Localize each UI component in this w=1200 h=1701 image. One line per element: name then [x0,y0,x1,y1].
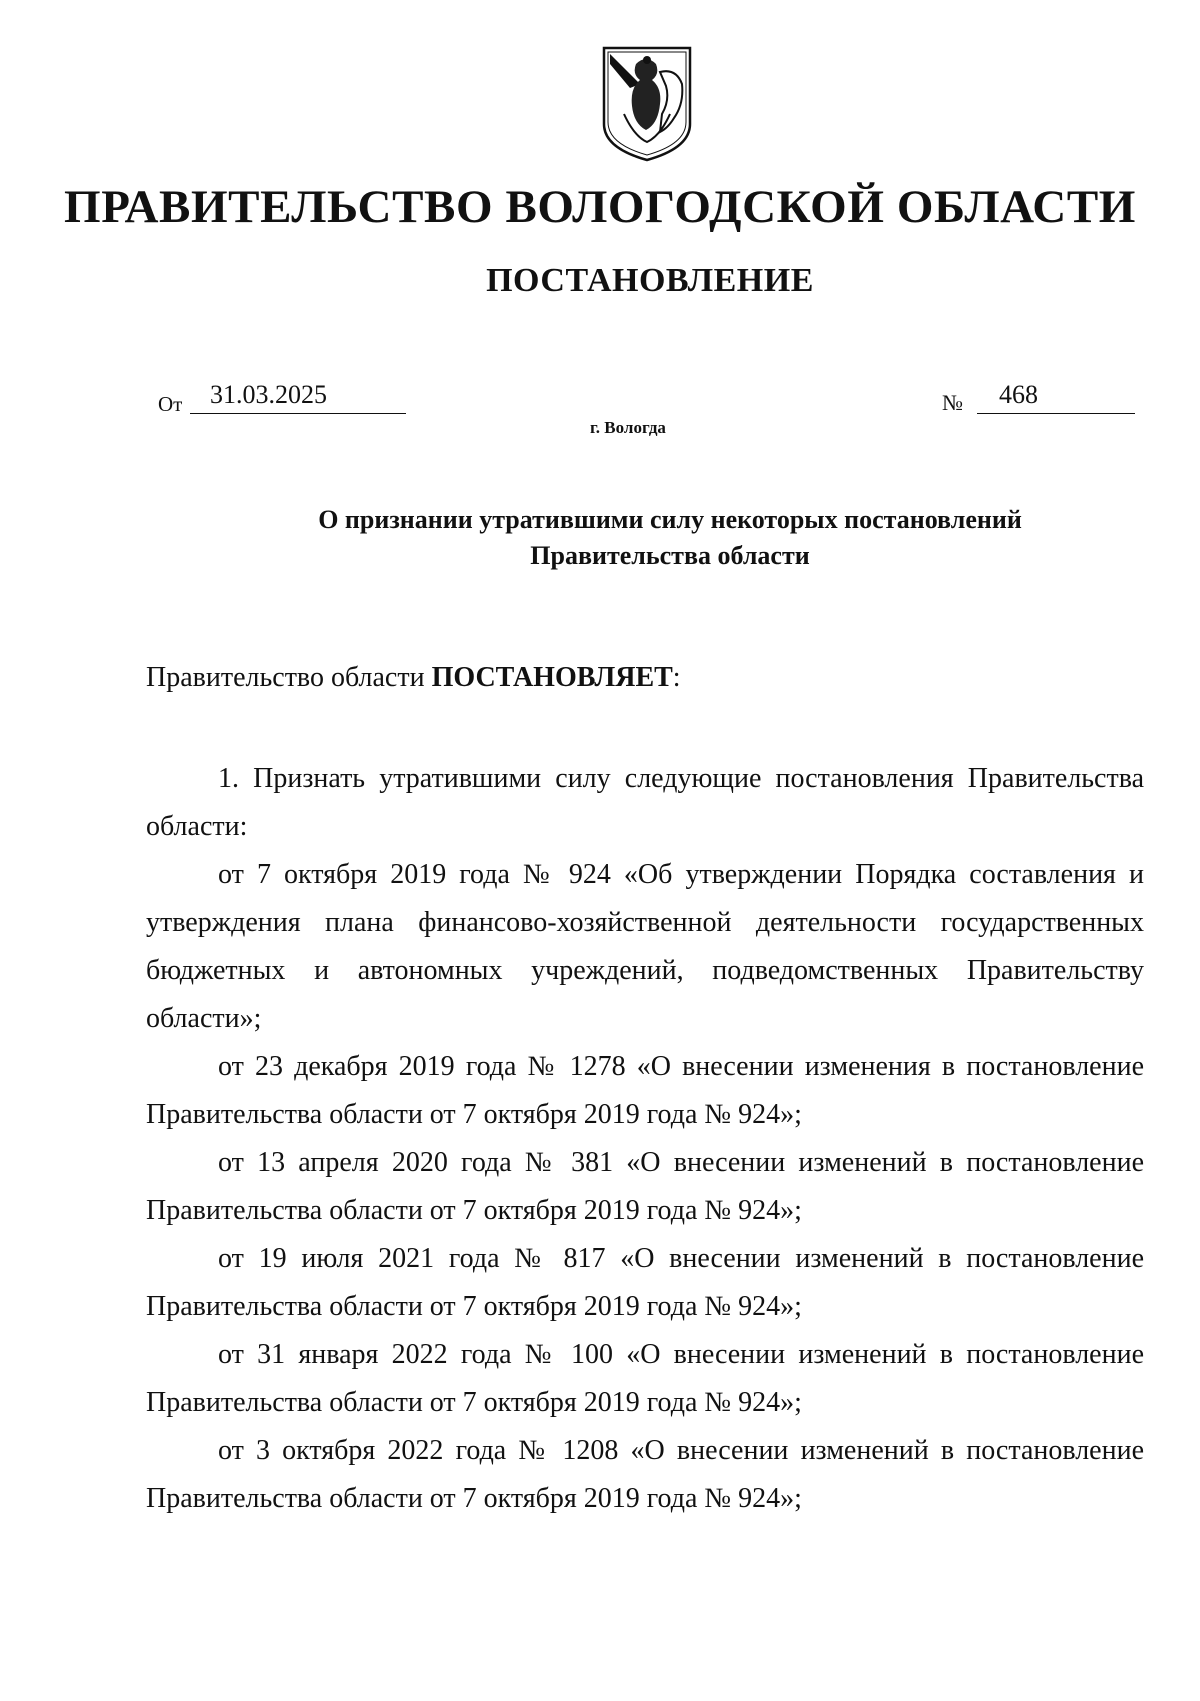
date-label: От [158,392,183,416]
preamble-keyword: ПОСТАНОВЛЯЕТ [431,662,673,693]
subject-line-1: О признании утратившими силу некоторых постановлений [318,505,1022,534]
list-item: от 13 апреля 2020 года № 381 «О внесении изменений в постановление Правительства области от 7 октября 2019 года № 924»; [146,1147,1144,1226]
preamble-text: Правительство области [146,662,432,693]
list-item: от 3 октября 2022 года № 1208 «О внесении изменений в постановление Правительства области от 7 октября 2019 года № 924»; [146,1435,1144,1514]
city-label: г. Вологда [590,418,666,437]
preamble [146,662,681,694]
document-subject [150,502,1150,574]
organization-title: ПРАВИТЕЛЬСТВО ВОЛОГОДСКОЙ ОБЛАСТИ [64,181,1136,233]
date-value: 31.03.2025 [190,380,406,414]
subject-line-2: Правительства области [530,541,810,570]
preamble-suffix: : [672,662,681,693]
coat-of-arms-icon [600,44,694,162]
document-type-title: ПОСТАНОВЛЕНИЕ [486,262,814,299]
list-item: от 7 октября 2019 года № 924 «Об утверждении Порядка составления и утверждения плана финансово-хозяйственной деятельности государственных бюджетных и автономных учреждений, подведомственных Правительству области»; [146,859,1144,1034]
paragraph-point-1: 1. Признать утратившими силу следующие постановления Правительства области: [146,763,1144,842]
document-body [146,755,1144,1523]
list-item: от 19 июля 2021 года № 817 «О внесении изменений в постановление Правительства области от 7 октября 2019 года № 924»; [146,1243,1144,1322]
number-value: 468 [977,380,1135,414]
list-item: от 31 января 2022 года № 100 «О внесении изменений в постановление Правительства области от 7 октября 2019 года № 924»; [146,1339,1144,1418]
list-item: от 23 декабря 2019 года № 1278 «О внесении изменения в постановление Правительства области от 7 октября 2019 года № 924»; [146,1051,1144,1130]
number-label: № [942,390,963,415]
